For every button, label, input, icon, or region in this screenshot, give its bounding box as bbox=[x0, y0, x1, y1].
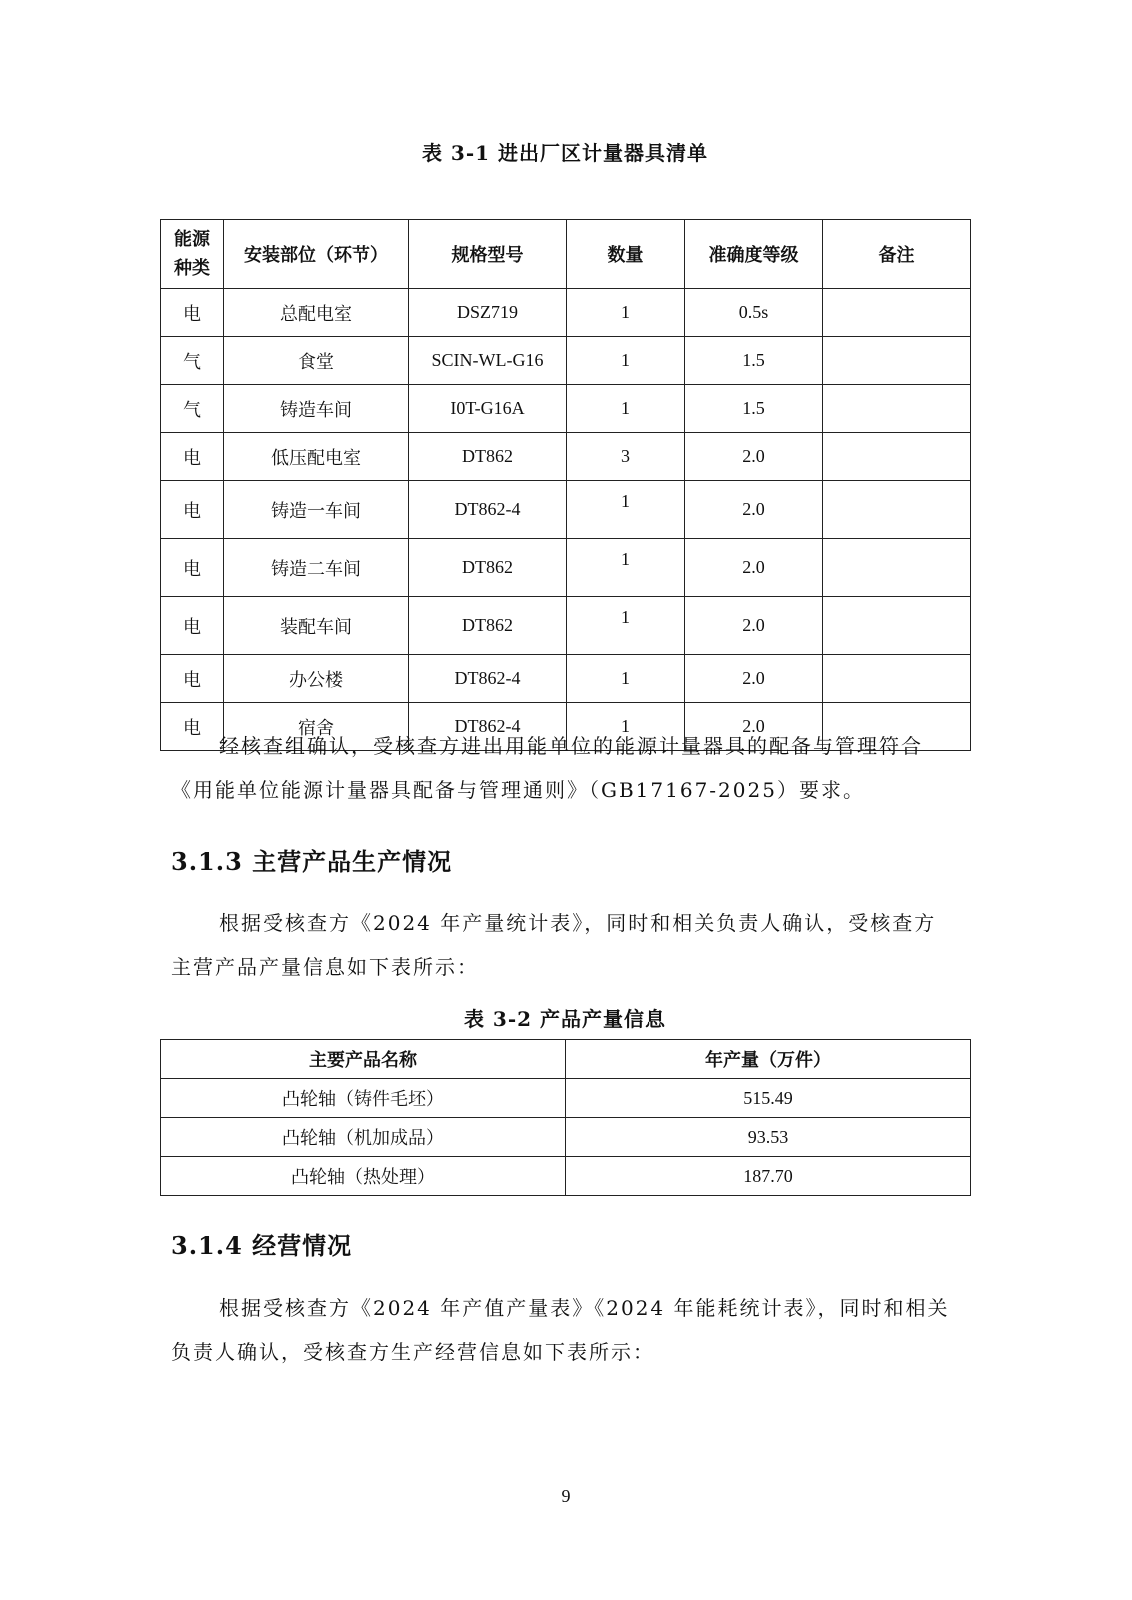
cell-model: DT862-4 bbox=[409, 703, 567, 751]
cell-accuracy: 0.5s bbox=[685, 289, 823, 337]
cell-location: 铸造二车间 bbox=[224, 539, 409, 597]
cell-quantity: 1 bbox=[567, 337, 685, 385]
cell-quantity: 1 bbox=[567, 481, 685, 539]
cell-location: 装配车间 bbox=[224, 597, 409, 655]
table-row bbox=[161, 1079, 971, 1118]
cell-note bbox=[823, 289, 971, 337]
table-header-row bbox=[161, 220, 971, 289]
cell-model: DT862 bbox=[409, 433, 567, 481]
cell-accuracy: 1.5 bbox=[685, 385, 823, 433]
table-row bbox=[161, 337, 971, 385]
paragraph-line: 根据受核查方《2024 年产值产量表》《2024 年能耗统计表》，同时和相关 bbox=[219, 1296, 950, 1320]
cell-location: 办公楼 bbox=[224, 655, 409, 703]
cell-model: DSZ719 bbox=[409, 289, 567, 337]
header-accuracy: 准确度等级 bbox=[685, 220, 823, 289]
cell-energy-type: 电 bbox=[161, 433, 224, 481]
table-row bbox=[161, 481, 971, 539]
cell-note bbox=[823, 337, 971, 385]
cell-product-name: 凸轮轴（铸件毛坯） bbox=[161, 1079, 566, 1118]
table-row bbox=[161, 1118, 971, 1157]
cell-energy-type: 电 bbox=[161, 481, 224, 539]
cell-accuracy: 1.5 bbox=[685, 337, 823, 385]
cell-note bbox=[823, 539, 971, 597]
metering-instruments-table bbox=[160, 219, 971, 751]
cell-model: I0T-G16A bbox=[409, 385, 567, 433]
section-heading-3-1-4: 3.1.4 经营情况 bbox=[171, 1231, 353, 1260]
cell-model: DT862-4 bbox=[409, 655, 567, 703]
paragraph-line: 负责人确认，受核查方生产经营信息如下表所示： bbox=[171, 1340, 655, 1364]
header-model: 规格型号 bbox=[409, 220, 567, 289]
cell-energy-type: 电 bbox=[161, 289, 224, 337]
paragraph-line: 根据受核查方《2024 年产量统计表》，同时和相关负责人确认，受核查方 bbox=[219, 911, 937, 935]
cell-location: 总配电室 bbox=[224, 289, 409, 337]
cell-note bbox=[823, 433, 971, 481]
cell-model: DT862 bbox=[409, 539, 567, 597]
cell-location: 铸造一车间 bbox=[224, 481, 409, 539]
cell-accuracy: 2.0 bbox=[685, 481, 823, 539]
cell-annual-output: 93.53 bbox=[566, 1118, 971, 1157]
cell-location: 铸造车间 bbox=[224, 385, 409, 433]
table-row bbox=[161, 385, 971, 433]
table-row bbox=[161, 655, 971, 703]
cell-location: 食堂 bbox=[224, 337, 409, 385]
cell-accuracy: 2.0 bbox=[685, 597, 823, 655]
cell-quantity: 1 bbox=[567, 289, 685, 337]
table-row bbox=[161, 433, 971, 481]
cell-product-name: 凸轮轴（热处理） bbox=[161, 1157, 566, 1196]
table-header-row bbox=[161, 1040, 971, 1079]
cell-energy-type: 气 bbox=[161, 385, 224, 433]
production-paragraph bbox=[171, 901, 971, 989]
section-heading-3-1-3: 3.1.3 主营产品生产情况 bbox=[171, 847, 453, 876]
cell-quantity: 1 bbox=[567, 655, 685, 703]
cell-energy-type: 电 bbox=[161, 539, 224, 597]
header-quantity: 数量 bbox=[567, 220, 685, 289]
cell-accuracy: 2.0 bbox=[685, 539, 823, 597]
paragraph-line: 主营产品产量信息如下表所示： bbox=[171, 955, 479, 979]
operation-paragraph bbox=[171, 1286, 971, 1374]
cell-accuracy: 2.0 bbox=[685, 703, 823, 751]
cell-product-name: 凸轮轴（机加成品） bbox=[161, 1118, 566, 1157]
cell-energy-type: 气 bbox=[161, 337, 224, 385]
header-product-name: 主要产品名称 bbox=[161, 1040, 566, 1079]
cell-model: SCIN-WL-G16 bbox=[409, 337, 567, 385]
cell-quantity: 1 bbox=[567, 385, 685, 433]
cell-note bbox=[823, 385, 971, 433]
table-row bbox=[161, 539, 971, 597]
cell-model: DT862 bbox=[409, 597, 567, 655]
table-row bbox=[161, 597, 971, 655]
page-number: 9 bbox=[561, 1486, 571, 1506]
cell-location: 低压配电室 bbox=[224, 433, 409, 481]
cell-note bbox=[823, 481, 971, 539]
header-note: 备注 bbox=[823, 220, 971, 289]
cell-quantity: 1 bbox=[567, 597, 685, 655]
cell-annual-output: 187.70 bbox=[566, 1157, 971, 1196]
cell-energy-type: 电 bbox=[161, 597, 224, 655]
cell-energy-type: 电 bbox=[161, 655, 224, 703]
table-row bbox=[161, 1157, 971, 1196]
cell-annual-output: 515.49 bbox=[566, 1079, 971, 1118]
header-location: 安装部位（环节） bbox=[224, 220, 409, 289]
table1-caption: 表 3-1 进出厂区计量器具清单 bbox=[421, 141, 709, 165]
cell-accuracy: 2.0 bbox=[685, 655, 823, 703]
cell-note bbox=[823, 655, 971, 703]
cell-model: DT862-4 bbox=[409, 481, 567, 539]
product-output-table bbox=[160, 1039, 971, 1196]
header-annual-output: 年产量（万件） bbox=[566, 1040, 971, 1079]
cell-note bbox=[823, 597, 971, 655]
table-row bbox=[161, 289, 971, 337]
cell-quantity: 3 bbox=[567, 433, 685, 481]
cell-accuracy: 2.0 bbox=[685, 433, 823, 481]
cell-quantity: 1 bbox=[567, 703, 685, 751]
cell-energy-type: 电 bbox=[161, 703, 224, 751]
conformity-paragraph bbox=[171, 724, 971, 812]
paragraph-line: 《用能单位能源计量器具配备与管理通则》（GB17167-2025）要求。 bbox=[171, 778, 865, 802]
cell-location: 宿舍 bbox=[224, 703, 409, 751]
header-energy-type: 能源种类 bbox=[161, 220, 224, 289]
paragraph-line: 经核查组确认，受核查方进出用能单位的能源计量器具的配备与管理符合 bbox=[219, 734, 923, 758]
cell-quantity: 1 bbox=[567, 539, 685, 597]
table2-caption: 表 3-2 产品产量信息 bbox=[463, 1007, 667, 1031]
